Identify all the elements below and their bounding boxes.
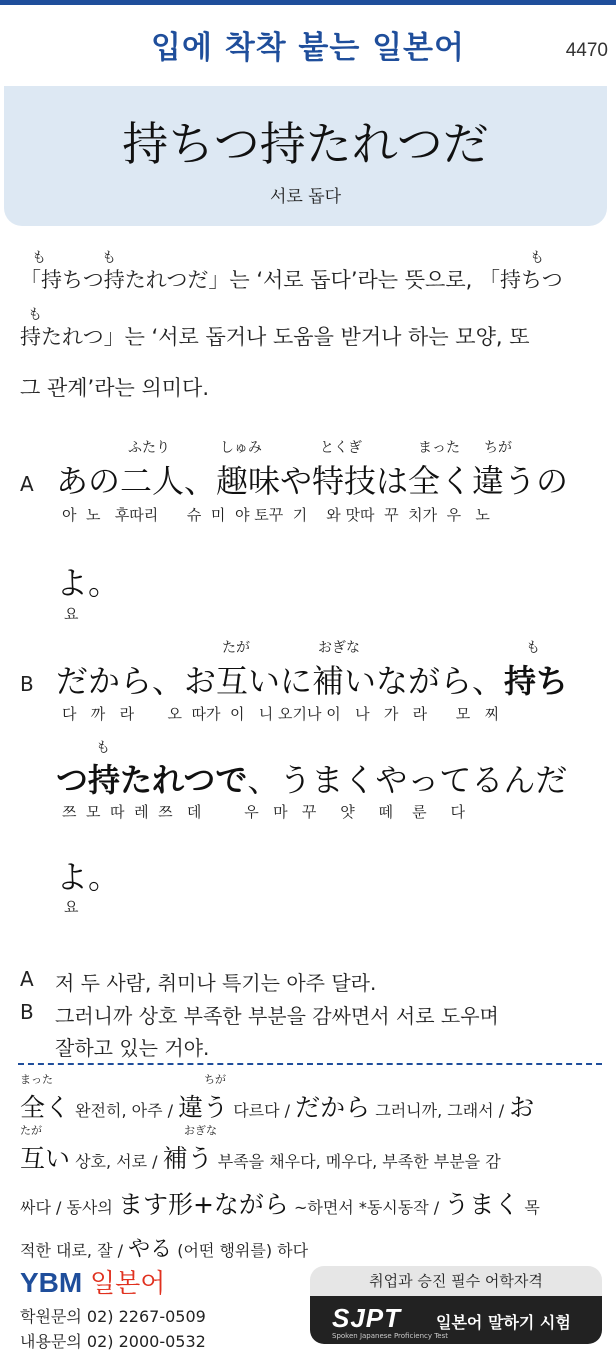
dialogue-b-japanese-end: よ。 — [56, 858, 121, 896]
dialogue-a-pronunciation: 아 노 후따리 슈 미 야 토꾸 기 와 맛따 꾸 치가 우 노 — [62, 506, 490, 524]
ybm-logo: YBM 일본어 — [20, 1267, 166, 1298]
ruby-chiga: ちが — [484, 440, 512, 456]
vocab-line: 互い 상호, 서로 / 補う 부족을 채우다, 메우다, 부족한 부분을 감 — [20, 1144, 501, 1173]
furigana: たが — [20, 1124, 42, 1137]
sjpt-logo: SJPT — [332, 1303, 402, 1333]
explanation-line: 「持ちつ持たれつだ」는 ‘서로 돕다’라는 뜻으로, 「持ちつ — [20, 268, 563, 292]
translation-b: 그러니까 상호 부족한 부분을 감싸면서 서로 도우며 — [55, 1004, 499, 1028]
speaker-a-label: A — [20, 472, 34, 496]
ruby-mo: も — [526, 640, 540, 656]
speaker-b-label: B — [20, 672, 34, 696]
translation-a-label: A — [20, 967, 34, 991]
explanation-line: 그 관계’라는 의미다. — [20, 376, 209, 400]
ruby-futari: ふたり — [128, 440, 170, 456]
dialogue-b-pronunciation: 다 까 라 오 따가 이 니 오기나 이 나 가 라 모 찌 — [62, 705, 500, 723]
translation-b-cont: 잘하고 있는 거야. — [55, 1036, 210, 1060]
translation-a: 저 두 사람, 취미나 특기는 아주 달라. — [55, 971, 377, 995]
dialogue-a-japanese: あの二人、趣味や特技は全く違うの — [56, 462, 569, 500]
dialogue-b-japanese: だから、お互いに補いながら、持ち — [56, 662, 569, 700]
ruby-mo: も — [96, 740, 110, 756]
furigana: まった — [20, 1073, 53, 1086]
title-box — [4, 86, 607, 226]
furigana: も — [28, 307, 42, 323]
explanation-line: 持たれつ」는 ‘서로 돕거나 도움을 받거나 하는 모양, 또 — [20, 325, 530, 349]
translation-b-label: B — [20, 1000, 34, 1024]
dialogue-b-pronunciation-cont: 쯔 모 따 레 쯔 데 우 마 꾸 얏 떼 룬 다 — [62, 803, 465, 821]
expression-title: 持ちつ持たれつだ — [122, 117, 489, 171]
article-number: 4470 — [565, 40, 608, 61]
furigana: も — [32, 250, 46, 266]
vocab-line: 적한 대로, 잘 / やる (어떤 행위를) 하다 — [20, 1237, 309, 1262]
section-divider — [18, 1063, 602, 1065]
dialogue-b-pronunciation-end: 요 — [64, 898, 79, 916]
ruby-tokugi: とくぎ — [320, 440, 362, 456]
sjpt-banner[interactable] — [310, 1296, 602, 1344]
ruby-taga: たが — [222, 640, 250, 656]
furigana: も — [530, 250, 544, 266]
dialogue-b-japanese-cont: つ持たれつで、うまくやってるんだ — [56, 761, 568, 799]
furigana: も — [102, 250, 116, 266]
sjpt-logo-subtitle: Spoken Japanese Proficiency Test — [332, 1332, 449, 1340]
furigana: おぎな — [184, 1124, 217, 1137]
top-rule — [0, 0, 616, 5]
series-title: 입에 착착 붙는 일본어 — [151, 30, 465, 66]
vocab-line: 싸다 / 동사의 ます形+ながら ~하면서 *동시동작 / うまく 목 — [20, 1190, 540, 1219]
furigana: ちが — [204, 1073, 226, 1086]
contact-academy: 학원문의 02) 2267-0509 — [20, 1307, 206, 1326]
dialogue-a-pronunciation-cont: 요 — [64, 605, 79, 623]
contact-content: 내용문의 02) 2000-0532 — [20, 1332, 206, 1351]
vocab-line: 全く 완전히, 아주 / 違う 다르다 / だから 그러니까, 그래서 / お — [20, 1093, 535, 1122]
expression-meaning: 서로 돕다 — [269, 187, 342, 207]
ruby-shumi: しゅみ — [220, 440, 262, 456]
banner-caption: 취업과 승진 필수 어학자격 — [310, 1266, 602, 1296]
banner-text: 일본어 말하기 시험 — [436, 1313, 571, 1332]
dialogue-a-japanese-cont: よ。 — [56, 564, 121, 602]
ruby-matta: まった — [418, 440, 460, 456]
ruby-oginai: おぎな — [318, 640, 360, 656]
